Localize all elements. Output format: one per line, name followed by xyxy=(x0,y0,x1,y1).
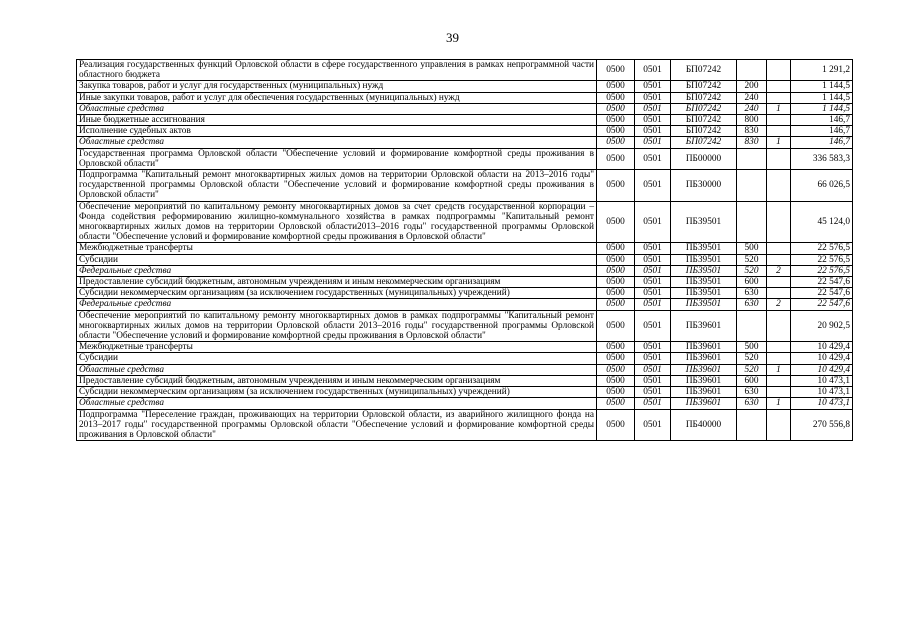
expense-type-code: 630 xyxy=(737,299,767,310)
funding-source-code xyxy=(767,254,791,265)
amount: 10 473,1 xyxy=(791,387,853,398)
table-row xyxy=(77,201,853,243)
table-row xyxy=(77,398,853,409)
target-article-code: ПБ00000 xyxy=(671,148,737,169)
amount: 22 576,5 xyxy=(791,243,853,254)
subsection-code: 0501 xyxy=(635,277,671,288)
amount: 22 547,6 xyxy=(791,277,853,288)
section-code: 0500 xyxy=(597,398,635,409)
table-row xyxy=(77,310,853,342)
section-code: 0500 xyxy=(597,201,635,243)
expense-type-code xyxy=(737,60,767,81)
section-code: 0500 xyxy=(597,342,635,353)
table-row xyxy=(77,288,853,299)
expense-type-code xyxy=(737,148,767,169)
funding-source-code: 1 xyxy=(767,398,791,409)
expense-type-code: 240 xyxy=(737,103,767,114)
subsection-code: 0501 xyxy=(635,299,671,310)
page-number: 39 xyxy=(446,30,459,45)
section-code: 0500 xyxy=(597,60,635,81)
section-code: 0500 xyxy=(597,148,635,169)
expense-type-code: 500 xyxy=(737,243,767,254)
table-row xyxy=(77,277,853,288)
amount: 146,7 xyxy=(791,126,853,137)
item-name: Закупка товаров, работ и услуг для государственных (муниципальных) нужд xyxy=(77,81,597,92)
table-row xyxy=(77,254,853,265)
table-row xyxy=(77,170,853,202)
item-name: Исполнение судебных актов xyxy=(77,126,597,137)
expense-type-code xyxy=(737,201,767,243)
target-article-code: ПБ39601 xyxy=(671,387,737,398)
expense-type-code: 520 xyxy=(737,254,767,265)
section-code: 0500 xyxy=(597,375,635,386)
expense-type-code: 630 xyxy=(737,398,767,409)
target-article-code: ПБ39501 xyxy=(671,265,737,276)
section-code: 0500 xyxy=(597,299,635,310)
target-article-code: БП07242 xyxy=(671,103,737,114)
item-name: Иные бюджетные ассигнования xyxy=(77,115,597,126)
item-name: Предоставление субсидий бюджетным, автономным учреждениям и иным некоммерческим организациям xyxy=(77,375,597,386)
amount: 1 144,5 xyxy=(791,103,853,114)
table-row xyxy=(77,137,853,148)
section-code: 0500 xyxy=(597,243,635,254)
target-article-code: ПБ39501 xyxy=(671,299,737,310)
funding-source-code xyxy=(767,126,791,137)
item-name: Государственная программа Орловской области "Обеспечение условий и формирование комфортной среды проживания в Орловской области" xyxy=(77,148,597,169)
subsection-code: 0501 xyxy=(635,254,671,265)
section-code: 0500 xyxy=(597,409,635,441)
expense-type-code: 600 xyxy=(737,277,767,288)
item-name: Предоставление субсидий бюджетным, автономным учреждениям и иным некоммерческим организациям xyxy=(77,277,597,288)
funding-source-code xyxy=(767,387,791,398)
item-name: Федеральные средства xyxy=(77,265,597,276)
target-article-code: ПБ30000 xyxy=(671,170,737,202)
funding-source-code xyxy=(767,115,791,126)
target-article-code: БП07242 xyxy=(671,137,737,148)
table-row xyxy=(77,299,853,310)
expense-type-code: 520 xyxy=(737,364,767,375)
funding-source-code: 1 xyxy=(767,103,791,114)
section-code: 0500 xyxy=(597,103,635,114)
budget-table xyxy=(76,59,853,441)
subsection-code: 0501 xyxy=(635,81,671,92)
section-code: 0500 xyxy=(597,310,635,342)
subsection-code: 0501 xyxy=(635,201,671,243)
target-article-code: БП07242 xyxy=(671,81,737,92)
funding-source-code: 1 xyxy=(767,137,791,148)
target-article-code: БП07242 xyxy=(671,60,737,81)
target-article-code: ПБ39601 xyxy=(671,398,737,409)
expense-type-code xyxy=(737,409,767,441)
subsection-code: 0501 xyxy=(635,265,671,276)
item-name: Субсидии xyxy=(77,254,597,265)
subsection-code: 0501 xyxy=(635,92,671,103)
table-row xyxy=(77,60,853,81)
expense-type-code xyxy=(737,170,767,202)
item-name: Областные средства xyxy=(77,137,597,148)
expense-type-code xyxy=(737,310,767,342)
section-code: 0500 xyxy=(597,92,635,103)
subsection-code: 0501 xyxy=(635,342,671,353)
table-row xyxy=(77,126,853,137)
target-article-code: ПБ39601 xyxy=(671,375,737,386)
table-row xyxy=(77,265,853,276)
item-name: Федеральные средства xyxy=(77,299,597,310)
subsection-code: 0501 xyxy=(635,375,671,386)
funding-source-code xyxy=(767,92,791,103)
amount: 10 473,1 xyxy=(791,398,853,409)
table-row xyxy=(77,353,853,364)
amount: 1 144,5 xyxy=(791,81,853,92)
subsection-code: 0501 xyxy=(635,137,671,148)
section-code: 0500 xyxy=(597,254,635,265)
subsection-code: 0501 xyxy=(635,243,671,254)
item-name: Межбюджетные трансферты xyxy=(77,342,597,353)
item-name: Подпрограмма "Капитальный ремонт многоквартирных жилых домов на территории Орловской области на 2013–2016 годы" государственной программы Орловской области "Обеспечение условий и формирование комфортной среды проживания в Орловской области" xyxy=(77,170,597,202)
table-row xyxy=(77,81,853,92)
expense-type-code: 520 xyxy=(737,265,767,276)
section-code: 0500 xyxy=(597,387,635,398)
target-article-code: БП07242 xyxy=(671,115,737,126)
amount: 10 429,4 xyxy=(791,353,853,364)
item-name: Обеспечение мероприятий по капитальному ремонту многоквартирных домов за счет средств государственной корпорации – Фонда содействия реформированию жилищно-коммунального хозяйства в рамках подпрограммы "Капитальный ремонт многоквартирных жилых домов на территории Орловской области2013–2016 годы" государственной программы Орловской области "Обеспечение условий и формирование комфортной среды проживания в Орловской области" xyxy=(77,201,597,243)
item-name: Субсидии некоммерческим организациям (за исключением государственных (муниципальных) учреждений) xyxy=(77,387,597,398)
funding-source-code xyxy=(767,288,791,299)
expense-type-code: 240 xyxy=(737,92,767,103)
funding-source-code: 1 xyxy=(767,364,791,375)
amount: 1 291,2 xyxy=(791,60,853,81)
table-row xyxy=(77,92,853,103)
funding-source-code xyxy=(767,148,791,169)
amount: 10 473,1 xyxy=(791,375,853,386)
table-row xyxy=(77,103,853,114)
target-article-code: ПБ39501 xyxy=(671,288,737,299)
section-code: 0500 xyxy=(597,353,635,364)
table-row xyxy=(77,409,853,441)
subsection-code: 0501 xyxy=(635,170,671,202)
target-article-code: ПБ39501 xyxy=(671,243,737,254)
section-code: 0500 xyxy=(597,364,635,375)
table-row xyxy=(77,387,853,398)
amount: 270 556,8 xyxy=(791,409,853,441)
funding-source-code xyxy=(767,277,791,288)
item-name: Субсидии некоммерческим организациям (за исключением государственных (муниципальных) учреждений) xyxy=(77,288,597,299)
expense-type-code: 630 xyxy=(737,288,767,299)
amount: 22 547,6 xyxy=(791,299,853,310)
subsection-code: 0501 xyxy=(635,398,671,409)
section-code: 0500 xyxy=(597,126,635,137)
table-row xyxy=(77,115,853,126)
target-article-code: ПБ39501 xyxy=(671,201,737,243)
funding-source-code: 2 xyxy=(767,265,791,276)
section-code: 0500 xyxy=(597,81,635,92)
target-article-code: ПБ39601 xyxy=(671,353,737,364)
funding-source-code xyxy=(767,353,791,364)
funding-source-code xyxy=(767,243,791,254)
funding-source-code xyxy=(767,60,791,81)
item-name: Субсидии xyxy=(77,353,597,364)
subsection-code: 0501 xyxy=(635,115,671,126)
subsection-code: 0501 xyxy=(635,409,671,441)
funding-source-code xyxy=(767,310,791,342)
section-code: 0500 xyxy=(597,265,635,276)
table-row xyxy=(77,342,853,353)
amount: 10 429,4 xyxy=(791,364,853,375)
expense-type-code: 800 xyxy=(737,115,767,126)
item-name: Областные средства xyxy=(77,364,597,375)
section-code: 0500 xyxy=(597,277,635,288)
funding-source-code xyxy=(767,342,791,353)
table-row xyxy=(77,148,853,169)
subsection-code: 0501 xyxy=(635,288,671,299)
table-row xyxy=(77,243,853,254)
target-article-code: ПБ39601 xyxy=(671,310,737,342)
subsection-code: 0501 xyxy=(635,103,671,114)
section-code: 0500 xyxy=(597,115,635,126)
item-name: Межбюджетные трансферты xyxy=(77,243,597,254)
subsection-code: 0501 xyxy=(635,126,671,137)
item-name: Подпрограмма "Переселение граждан, проживающих на территории Орловской области, из аварийного жилищного фонда на 2013–2017 годы" государственной программы Орловской области "Обеспечение условий и формирование комфортной среды проживания в Орловской области" xyxy=(77,409,597,441)
expense-type-code: 830 xyxy=(737,137,767,148)
subsection-code: 0501 xyxy=(635,60,671,81)
expense-type-code: 200 xyxy=(737,81,767,92)
section-code: 0500 xyxy=(597,137,635,148)
funding-source-code xyxy=(767,81,791,92)
subsection-code: 0501 xyxy=(635,310,671,342)
amount: 1 144,5 xyxy=(791,92,853,103)
expense-type-code: 500 xyxy=(737,342,767,353)
item-name: Реализация государственных функций Орловской области в сфере государственного управления в рамках непрограммной части областного бюджета xyxy=(77,60,597,81)
section-code: 0500 xyxy=(597,288,635,299)
expense-type-code: 830 xyxy=(737,126,767,137)
subsection-code: 0501 xyxy=(635,364,671,375)
target-article-code: ПБ40000 xyxy=(671,409,737,441)
subsection-code: 0501 xyxy=(635,353,671,364)
amount: 22 576,5 xyxy=(791,265,853,276)
expense-type-code: 600 xyxy=(737,375,767,386)
amount: 336 583,3 xyxy=(791,148,853,169)
target-article-code: ПБ39501 xyxy=(671,277,737,288)
expense-type-code: 520 xyxy=(737,353,767,364)
amount: 45 124,0 xyxy=(791,201,853,243)
funding-source-code xyxy=(767,170,791,202)
item-name: Обеспечение мероприятий по капитальному ремонту многоквартирных домов в рамках подпрограммы "Капитальный ремонт многоквартирных жилых домов на территории Орловской области 2013–2016 годы" государственной программы Орловской области "Обеспечение условий и формирование комфортной среды проживания в Орловской области" xyxy=(77,310,597,342)
funding-source-code xyxy=(767,201,791,243)
section-code: 0500 xyxy=(597,170,635,202)
funding-source-code xyxy=(767,375,791,386)
amount: 20 902,5 xyxy=(791,310,853,342)
subsection-code: 0501 xyxy=(635,387,671,398)
target-article-code: ПБ39601 xyxy=(671,342,737,353)
amount: 146,7 xyxy=(791,115,853,126)
funding-source-code xyxy=(767,409,791,441)
amount: 22 576,5 xyxy=(791,254,853,265)
target-article-code: БП07242 xyxy=(671,92,737,103)
subsection-code: 0501 xyxy=(635,148,671,169)
expense-type-code: 630 xyxy=(737,387,767,398)
target-article-code: ПБ39501 xyxy=(671,254,737,265)
target-article-code: ПБ39601 xyxy=(671,364,737,375)
item-name: Иные закупки товаров, работ и услуг для обеспечения государственных (муниципальных) нужд xyxy=(77,92,597,103)
funding-source-code: 2 xyxy=(767,299,791,310)
table-row xyxy=(77,375,853,386)
table-row xyxy=(77,364,853,375)
item-name: Областные средства xyxy=(77,398,597,409)
target-article-code: БП07242 xyxy=(671,126,737,137)
amount: 22 547,6 xyxy=(791,288,853,299)
amount: 146,7 xyxy=(791,137,853,148)
amount: 66 026,5 xyxy=(791,170,853,202)
amount: 10 429,4 xyxy=(791,342,853,353)
item-name: Областные средства xyxy=(77,103,597,114)
